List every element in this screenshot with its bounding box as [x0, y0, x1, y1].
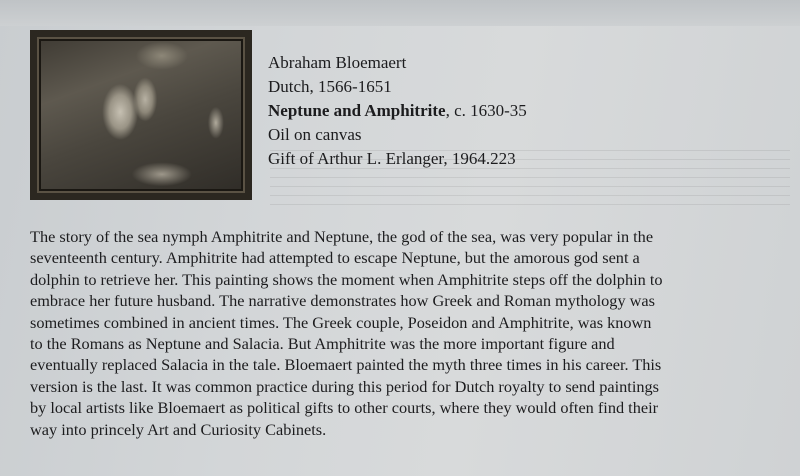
page-top-edge [0, 0, 800, 26]
description-line: by local artists like Bloemaert as political gifts to other courts, where they would often find their [30, 398, 659, 418]
description-paragraph [30, 226, 790, 440]
description-line: seventeenth century. Amphitrite had attempted to escape Neptune, but the amorous god sent a [30, 248, 640, 268]
artwork-credit-line: Gift of Arthur L. Erlanger, 1964.223 [268, 149, 516, 168]
artwork-title-line [268, 99, 527, 123]
description-line: embrace her future husband. The narrative demonstrates how Greek and Roman mythology was [30, 291, 655, 311]
artist-nationality-dates: Dutch, 1566-1651 [268, 77, 392, 96]
description-line: dolphin to retrieve her. This painting shows the moment when Amphitrite steps off the dolphin to [30, 269, 663, 289]
artwork-medium: Oil on canvas [268, 125, 362, 144]
description-line: sometimes combined in ancient times. The Greek couple, Poseidon and Amphitrite, was known [30, 312, 652, 332]
artwork-caption [268, 51, 527, 171]
description-line: The story of the sea nymph Amphitrite and Neptune, the god of the sea, was very popular in the [30, 227, 654, 246]
description-line: way into princely Art and Curiosity Cabinets. [30, 419, 327, 439]
artist-name: Abraham Bloemaert [268, 53, 407, 72]
description-line: eventually replaced Salacia in the tale. Bloemaert painted the myth three times in his career. This [30, 355, 662, 375]
description-line: to the Romans as Neptune and Salacia. But Amphitrite was the more important figure and [30, 334, 615, 354]
painting-thumbnail [30, 30, 252, 200]
artwork-date: , c. 1630-35 [445, 101, 527, 120]
artwork-title: Neptune and Amphitrite [268, 101, 446, 120]
description-line: version is the last. It was common practice during this period for Dutch royalty to send paintings [30, 376, 659, 396]
